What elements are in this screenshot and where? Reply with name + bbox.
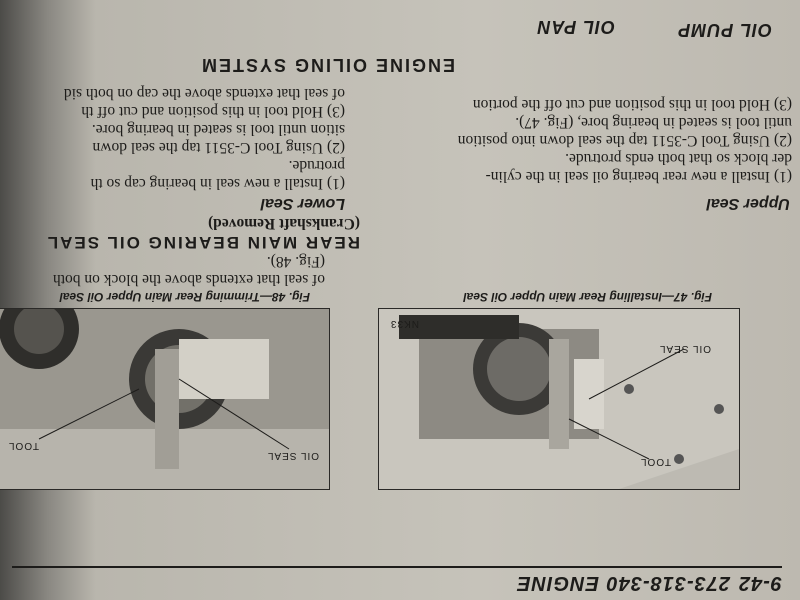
lower-seal-title: Lower Seal	[260, 195, 345, 212]
rear-main-seal-subheading: (Crankshaft Removed)	[208, 215, 360, 232]
lower-seal-line-2: protrude.	[288, 157, 345, 174]
figure-47-label-oil-seal: OIL SEAL	[658, 343, 711, 354]
engine-oiling-heading: ENGINE OILING SYSTEM	[199, 55, 455, 75]
figure-47-drawing	[379, 309, 739, 489]
upper-seal-title: Upper Seal	[706, 195, 790, 212]
upper-seal-line-5: (3) Hold tool in this position and cut off the portion	[472, 96, 792, 113]
upper-seal-line-1: (1) Install a new rear bearing oil seal in the cylin-	[485, 168, 792, 185]
right-title-2: OIL PAN	[536, 17, 615, 37]
figure-48-label-oil-seal: OIL SEAL	[266, 450, 319, 461]
lower-seal-line-3: (2) Using Tool C-3511 tap the seal down	[92, 139, 345, 156]
lower-seal-line-4: sition until tool is seated in bearing bore.	[91, 121, 345, 138]
lower-seal-line-1: (1) Install a new seal in bearing cap so th	[90, 175, 345, 192]
upper-seal-line-4: until tool is seated in bearing bore, (Fig. 47).	[515, 114, 792, 131]
figure-48-caption: Fig. 48—Trimming Rear Main Upper Oil Seal	[59, 290, 310, 304]
lower-seal-line-6: of seal that extends above the cap on both sid	[63, 85, 345, 102]
page-number: 9-42	[737, 572, 782, 594]
rear-main-seal-heading: REAR MAIN BEARING OIL SEAL	[45, 233, 360, 252]
section-title: 273-318-340 ENGINE	[516, 572, 730, 594]
figure-48-drawing	[0, 309, 329, 489]
figure-47-label-id: NK33	[389, 318, 419, 329]
figure-47-label-tool: TOOL	[639, 456, 671, 467]
figure-48-label-tool: TOOL	[7, 440, 39, 451]
figure-47-photo	[378, 308, 740, 490]
figure-48-photo	[0, 308, 330, 490]
right-title-1: OIL PUMP	[677, 20, 772, 40]
continuation-line-1: of seal that extends above the block on both	[52, 271, 325, 288]
header-rule	[12, 566, 782, 568]
upper-seal-line-3: (2) Using Tool C-3511 tap the seal down into position	[457, 132, 792, 149]
figure-47-caption: Fig. 47—Installing Rear Main Upper Oil Seal	[463, 290, 712, 304]
continuation-line-2: (Fig. 48).	[266, 253, 325, 270]
lower-seal-line-5: (3) Hold tool in this position and cut off th	[81, 103, 345, 120]
upper-seal-line-2: der block so that both ends protrude.	[565, 150, 792, 167]
